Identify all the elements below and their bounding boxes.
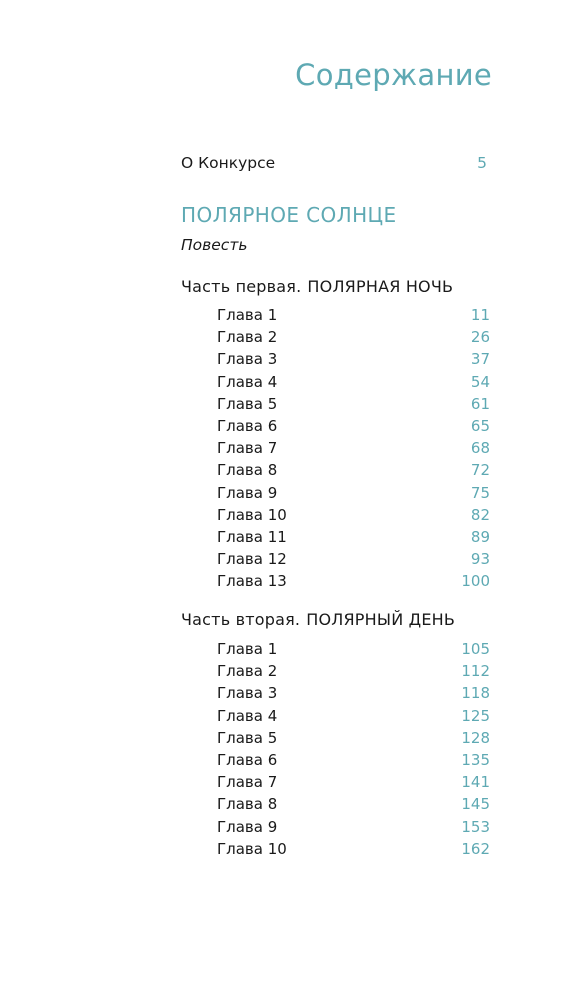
chapter-label: Глава 8 bbox=[217, 795, 278, 814]
chapter-page-number: 145 bbox=[461, 795, 490, 814]
toc-entry-chapter[interactable] bbox=[217, 816, 490, 838]
chapter-label: Глава 2 bbox=[217, 662, 278, 681]
chapter-label: Глава 1 bbox=[217, 640, 278, 658]
toc-entry-chapter[interactable] bbox=[217, 838, 490, 860]
toc-entry-chapter[interactable] bbox=[217, 705, 490, 727]
chapter-label: Глава 6 bbox=[217, 416, 278, 435]
chapter-label: Глава 9 bbox=[217, 817, 278, 836]
chapter-label: Глава 2 bbox=[217, 328, 278, 347]
toc-entry-about[interactable] bbox=[181, 154, 487, 172]
chapter-page-number: 65 bbox=[470, 416, 490, 435]
toc-entry-chapter[interactable] bbox=[217, 660, 490, 682]
toc-entry-chapter[interactable] bbox=[217, 727, 490, 749]
chapter-page-number: 72 bbox=[470, 461, 490, 480]
part-label: Часть вторая. bbox=[181, 610, 301, 629]
chapter-label: Глава 5 bbox=[217, 394, 278, 413]
chapter-label: Глава 10 bbox=[217, 839, 287, 858]
toc-entry-chapter[interactable] bbox=[217, 771, 490, 793]
chapter-page-number: 135 bbox=[461, 750, 490, 769]
part-title: ПОЛЯРНЫЙ ДЕНЬ bbox=[306, 610, 456, 629]
chapter-page-number: 100 bbox=[461, 572, 490, 591]
chapter-page-number: 125 bbox=[461, 706, 490, 725]
chapter-page-number: 162 bbox=[461, 839, 490, 858]
part-heading-2 bbox=[181, 610, 455, 629]
chapter-page-number: 141 bbox=[461, 773, 490, 792]
toc-entry-chapter[interactable] bbox=[217, 348, 490, 370]
toc-entry-chapter[interactable] bbox=[217, 504, 490, 526]
chapter-label: Глава 11 bbox=[217, 527, 287, 546]
section-title: ПОЛЯРНОЕ СОЛНЦЕ bbox=[181, 203, 397, 227]
chapter-page-number: 82 bbox=[470, 505, 490, 524]
toc-entry-chapter[interactable] bbox=[217, 793, 490, 815]
toc-entry-chapter[interactable] bbox=[217, 326, 490, 348]
chapter-label: Глава 4 bbox=[217, 706, 278, 725]
chapter-label: Глава 12 bbox=[217, 550, 287, 569]
chapter-page-number: 61 bbox=[470, 394, 490, 413]
toc-entry-page: 5 bbox=[477, 154, 487, 172]
chapter-label: Глава 5 bbox=[217, 728, 278, 747]
toc-entry-chapter[interactable] bbox=[217, 638, 490, 660]
chapter-label: Глава 1 bbox=[217, 306, 278, 324]
part-label: Часть первая. bbox=[181, 277, 302, 296]
chapter-list-part-1 bbox=[217, 304, 490, 592]
toc-entry-chapter[interactable] bbox=[217, 749, 490, 771]
chapter-list-part-2 bbox=[217, 638, 490, 860]
chapter-label: Глава 7 bbox=[217, 439, 278, 458]
chapter-page-number: 75 bbox=[470, 483, 490, 502]
chapter-label: Глава 8 bbox=[217, 461, 278, 480]
chapter-label: Глава 7 bbox=[217, 773, 278, 792]
toc-entry-chapter[interactable] bbox=[217, 682, 490, 704]
toc-entry-chapter[interactable] bbox=[217, 459, 490, 481]
chapter-page-number: 112 bbox=[461, 662, 490, 681]
chapter-label: Глава 4 bbox=[217, 372, 278, 391]
chapter-page-number: 93 bbox=[470, 550, 490, 569]
chapter-page-number: 105 bbox=[461, 640, 490, 658]
toc-entry-label: О Конкурсе bbox=[181, 154, 276, 172]
section-genre: Повесть bbox=[181, 236, 248, 254]
chapter-page-number: 153 bbox=[461, 817, 490, 836]
chapter-page-number: 37 bbox=[470, 350, 490, 369]
page-title: Содержание bbox=[295, 58, 492, 92]
chapter-label: Глава 3 bbox=[217, 684, 278, 703]
chapter-page-number: 118 bbox=[461, 684, 490, 703]
toc-entry-chapter[interactable] bbox=[217, 393, 490, 415]
toc-entry-chapter[interactable] bbox=[217, 526, 490, 548]
chapter-label: Глава 6 bbox=[217, 750, 278, 769]
chapter-page-number: 89 bbox=[470, 527, 490, 546]
toc-entry-chapter[interactable] bbox=[217, 548, 490, 570]
chapter-page-number: 128 bbox=[461, 728, 490, 747]
chapter-page-number: 26 bbox=[470, 328, 490, 347]
chapter-label: Глава 9 bbox=[217, 483, 278, 502]
chapter-page-number: 54 bbox=[470, 372, 490, 391]
chapter-page-number: 11 bbox=[470, 306, 490, 324]
toc-entry-chapter[interactable] bbox=[217, 570, 490, 592]
chapter-label: Глава 10 bbox=[217, 505, 287, 524]
chapter-label: Глава 13 bbox=[217, 572, 287, 591]
part-title: ПОЛЯРНАЯ НОЧЬ bbox=[307, 277, 454, 296]
toc-entry-chapter[interactable] bbox=[217, 304, 490, 326]
chapter-label: Глава 3 bbox=[217, 350, 278, 369]
toc-entry-chapter[interactable] bbox=[217, 437, 490, 459]
toc-entry-chapter[interactable] bbox=[217, 415, 490, 437]
part-heading-1 bbox=[181, 277, 453, 296]
chapter-page-number: 68 bbox=[470, 439, 490, 458]
toc-entry-chapter[interactable] bbox=[217, 482, 490, 504]
toc-entry-chapter[interactable] bbox=[217, 371, 490, 393]
